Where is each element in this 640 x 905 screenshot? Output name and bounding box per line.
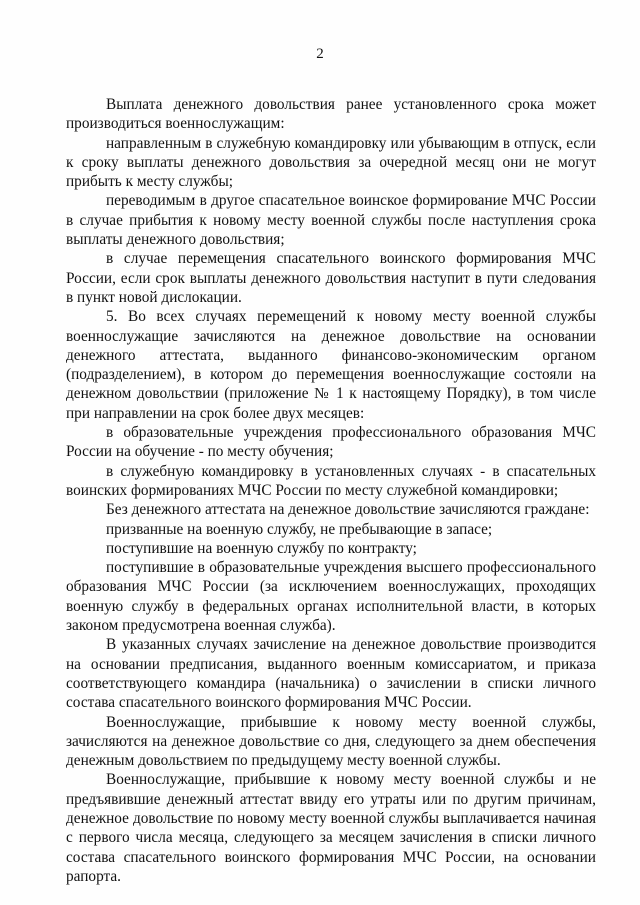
paragraph: в служебную командировку в установленных случаях - в спасательных воинских формированиях МЧС России по месту служебной командировки; <box>66 462 596 499</box>
paragraph: в случае перемещения спасательного воинского формирования МЧС России, если срок выплаты денежного довольствия наступит в пути следования в пункт новой дислокации. <box>66 250 596 306</box>
page-number: 2 <box>316 46 324 62</box>
document-body <box>66 95 596 886</box>
paragraph: Военнослужащие, прибывшие к новому месту военной службы и не предъявившие денежный аттестат ввиду его утраты или по другим причинам, денежное довольствие по новому месту военной службы выплачивается начиная с первого числа месяца, следующего за месяцем зачисления в списки личного состава спасательного воинского формирования МЧС России, на основании рапорта. <box>66 771 596 885</box>
paragraph: Без денежного аттестата на денежное довольствие зачисляются граждане: <box>106 501 590 519</box>
paragraph: в образовательные учреждения профессионального образования МЧС России на обучение - по месту обучения; <box>66 424 596 461</box>
paragraph: переводимым в другое спасательное воинское формирование МЧС России в случае прибытия к новому месту военной службы после наступления срока выплаты денежного довольствия; <box>66 192 596 249</box>
paragraph: 5. Во всех случаях перемещений к новому месту военной службы военнослужащие зачисляются на денежное довольствие на основании денежного аттестата, выданного финансово-экономическим органом (подразделением), в котором до перемещения военнослужащие состояли на денежном довольствии (приложение № 1 к настоящему Порядку), в том числе при направлении на срок более двух месяцев: <box>66 308 596 422</box>
paragraph: Военнослужащие, прибывшие к новому месту военной службы, зачисляются на денежное довольствие со дня, следующего за днем обеспечения денежным довольствием по предыдущему месту военной службы. <box>66 713 596 770</box>
paragraph: В указанных случаях зачисление на денежное довольствие производится на основании предписания, выданного военным комиссариатом, и приказа соответствующего командира (начальника) о зачислении в списки личного состава спасательного воинского формирования МЧС России. <box>66 636 596 712</box>
paragraph: Выплата денежного довольствия ранее установленного срока может производиться военнослужащим: <box>66 96 596 133</box>
paragraph: направленным в служебную командировку или убывающим в отпуск, если к сроку выплаты денежного довольствия за очередной месяц они не могут прибыть к месту службы; <box>66 134 596 191</box>
paragraph: поступившие на военную службу по контракту; <box>106 539 417 557</box>
paragraph: призванные на военную службу, не пребывающие в запасе; <box>106 520 493 538</box>
paragraph: поступившие в образовательные учреждения высшего профессионального образования МЧС России (за исключением военнослужащих, проходящих военную службу в федеральных органах исполнительной власти, в которых законом предусмотрена военная служба). <box>66 559 596 635</box>
